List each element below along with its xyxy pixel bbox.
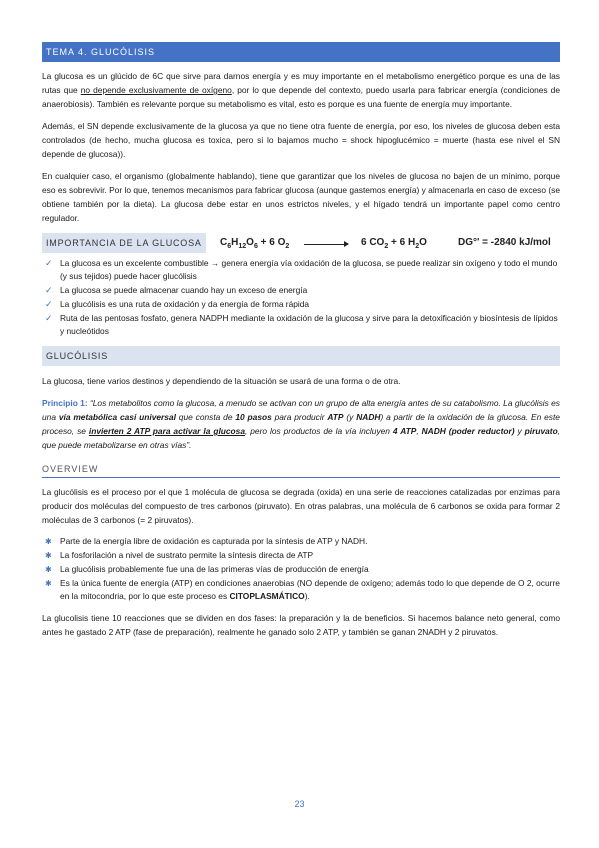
principle-text-part: piruvato bbox=[524, 426, 558, 436]
list-item bbox=[42, 298, 560, 311]
intro-p1-text-a: La glucosa es un glúcido de 6C que sirve para darnos energía y es muy importante en el metabolismo energético porque es una de las rutas que bbox=[42, 71, 560, 95]
list-item-text-end: ). bbox=[304, 591, 310, 601]
overview-paragraph-1: La glucólisis es el proceso por el que 1 molécula de glucosa se degrada (oxida) en una serie de reacciones catalizadas por enzimas para producir dos moléculas del compuesto de tres carbonos (piruvato). En otras palabras, una molécula de 6 carbonos se oxida para formar 2 moléculas de 3 carbonos (= 2 piruvatos). bbox=[42, 487, 560, 525]
list-item bbox=[42, 549, 560, 562]
importance-title: IMPORTANCIA DE LA GLUCOSA bbox=[42, 233, 206, 253]
principle-text-part: , que puede metabolizarse en otras vías”. bbox=[42, 426, 561, 450]
list-item bbox=[42, 257, 560, 283]
importance-list bbox=[42, 257, 560, 338]
principle-text-part: 4 ATP bbox=[392, 426, 417, 436]
overview-list bbox=[42, 535, 560, 603]
glycolysis-title: GLUCÓLISIS bbox=[42, 346, 560, 366]
reaction-products: 6 $CO_2 + 6$ $H_2O$ bbox=[361, 237, 427, 250]
intro-paragraph-3: En cualquier caso, el organismo (globalmente hablando), tiene que garantizar que los niveles de glucosa no bajen de un mínimo, porque eso es sobrevivir. Por lo que, tenemos mecanismos para fabricar glucosa (aunque gastemos energía) y almacenarla en caso de exceso (se obtiene también por la dieta). La glucosa debe estar en unos estrictos niveles, y el hígado tendrá un importante papel como centro regulador. bbox=[42, 171, 560, 223]
principle-text-part: para producir bbox=[271, 412, 328, 422]
principle-text-part: ATP bbox=[327, 412, 344, 422]
principle-text-part: invierten 2 ATP para activar la glucosa bbox=[88, 426, 245, 436]
overview-paragraph-2: La glucolisis tiene 10 reacciones que se dividen en dos fases: la preparación y la de beneficios. Si hacemos balance neto general, como antes he gastado 2 ATP (fase de preparación), realmente he ganado solo 2 ATP, y también se ganan 2NADH y 2 piruvatos. bbox=[42, 613, 560, 637]
importance-header-row bbox=[42, 233, 560, 253]
section-title: TEMA 4. GLUCÓLISIS bbox=[42, 42, 560, 62]
list-item bbox=[42, 284, 560, 297]
document-page bbox=[42, 42, 560, 639]
asterisk-icon: ✱ bbox=[45, 565, 52, 574]
intro-paragraph-1 bbox=[42, 69, 560, 111]
list-item bbox=[42, 563, 560, 576]
intro-p1-text-b: , por lo que depende del contexto, puedo usarla para fabricar energía (condiciones de anaerobiosis). También es relevante porque su metabolismo es vital, esto es porque es una fuente de energía muy importante. bbox=[42, 85, 560, 109]
reaction-arrow-icon bbox=[304, 244, 348, 245]
reaction-dg: DG°' = -2840 kJ/mol bbox=[458, 237, 551, 248]
reaction-reactants: $C_6H_{12}O_6 + 6$ $O_2$ bbox=[220, 237, 290, 250]
cytoplasmic-emphasis: CITOPLASMÁTICO bbox=[229, 591, 305, 601]
principle-label: Principio 1: bbox=[42, 398, 88, 408]
asterisk-icon: ✱ bbox=[45, 551, 52, 560]
principle-text-part: NADH bbox=[356, 412, 381, 422]
principle-text-part: vía metabólica casi universal bbox=[58, 412, 176, 422]
principle-text-part: (y bbox=[343, 412, 357, 422]
page-number: 23 bbox=[294, 799, 305, 809]
check-icon: ✓ bbox=[45, 285, 53, 295]
list-item-text: Parte de la energía libre de oxidación es capturada por la síntesis de ATP y NADH. bbox=[60, 536, 368, 546]
asterisk-icon: ✱ bbox=[45, 579, 52, 588]
intro-p1-underlined: no depende exclusivamente de oxígeno bbox=[80, 85, 232, 95]
principle-1 bbox=[42, 396, 560, 452]
list-item-text: La glucólisis probablemente fue una de las primeras vías de producción de energía bbox=[60, 564, 369, 574]
list-item-text: Ruta de las pentosas fosfato, genera NADPH mediante la oxidación de la glucosa y sirve para la detoxificación y biosíntesis de lípidos y nucleótidos bbox=[60, 313, 558, 336]
principle-text-part: , bbox=[416, 426, 422, 436]
principle-text-part: “Los metabolitos como la glucosa, a menudo se activan con un grupo de alta energía antes de su catabolismo. La glucólisis es una bbox=[42, 398, 560, 422]
overview-title: OVERVIEW bbox=[42, 461, 560, 478]
intro-paragraph-2: Además, el SN depende exclusivamente de la glucosa ya que no tiene otra fuente de energía, por eso, los niveles de glucosa deben esta controlados (de hecho, mucha glucosa es toxica, pero si lo bajamos mucho = shock hipoglucémico = muerte (hasta ese nivel el SN depende de glucosa)). bbox=[42, 121, 560, 159]
principle-text-part: (poder reductor) bbox=[448, 426, 515, 436]
list-item bbox=[42, 535, 560, 548]
principle-text-part: 10 pasos bbox=[235, 412, 272, 422]
check-icon: ✓ bbox=[45, 258, 53, 268]
principle-text-part: y bbox=[514, 426, 525, 436]
list-item bbox=[42, 312, 560, 338]
principle-text-part: , pero los productos de la vía incluyen bbox=[244, 426, 393, 436]
principle-text-part: NADH bbox=[421, 426, 446, 436]
check-icon: ✓ bbox=[45, 299, 53, 309]
list-item-text: Es la única fuente de energía (ATP) en condiciones anaerobias (NO depende de oxígeno; además todo lo que depende de O 2, ocurre en la mitocondria, por lo que este proceso es bbox=[60, 578, 560, 601]
list-item bbox=[42, 577, 560, 603]
asterisk-icon: ✱ bbox=[45, 537, 52, 546]
principle-text-part: que consta de bbox=[175, 412, 236, 422]
glycolysis-intro: La glucosa, tiene varios destinos y dependiendo de la situación se usará de una forma o de otra. bbox=[42, 376, 401, 386]
list-item-text: La glucosa es un excelente combustible → genera energía vía oxidación de la glucosa, se puede realizar sin oxígeno y todo el mundo (y sus tejidos) puede hacer glucólisis bbox=[60, 258, 558, 281]
list-item-text: La glucólisis es una ruta de oxidación y da energía de forma rápida bbox=[60, 299, 310, 309]
list-item-text: La fosforilación a nivel de sustrato permite la síntesis directa de ATP bbox=[60, 550, 314, 560]
principle-text-part: ) a partir de la oxidación de la glucosa. En este proceso, se bbox=[42, 412, 560, 436]
list-item-text: La glucosa se puede almacenar cuando hay un exceso de energía bbox=[60, 285, 308, 295]
check-icon: ✓ bbox=[45, 313, 53, 323]
